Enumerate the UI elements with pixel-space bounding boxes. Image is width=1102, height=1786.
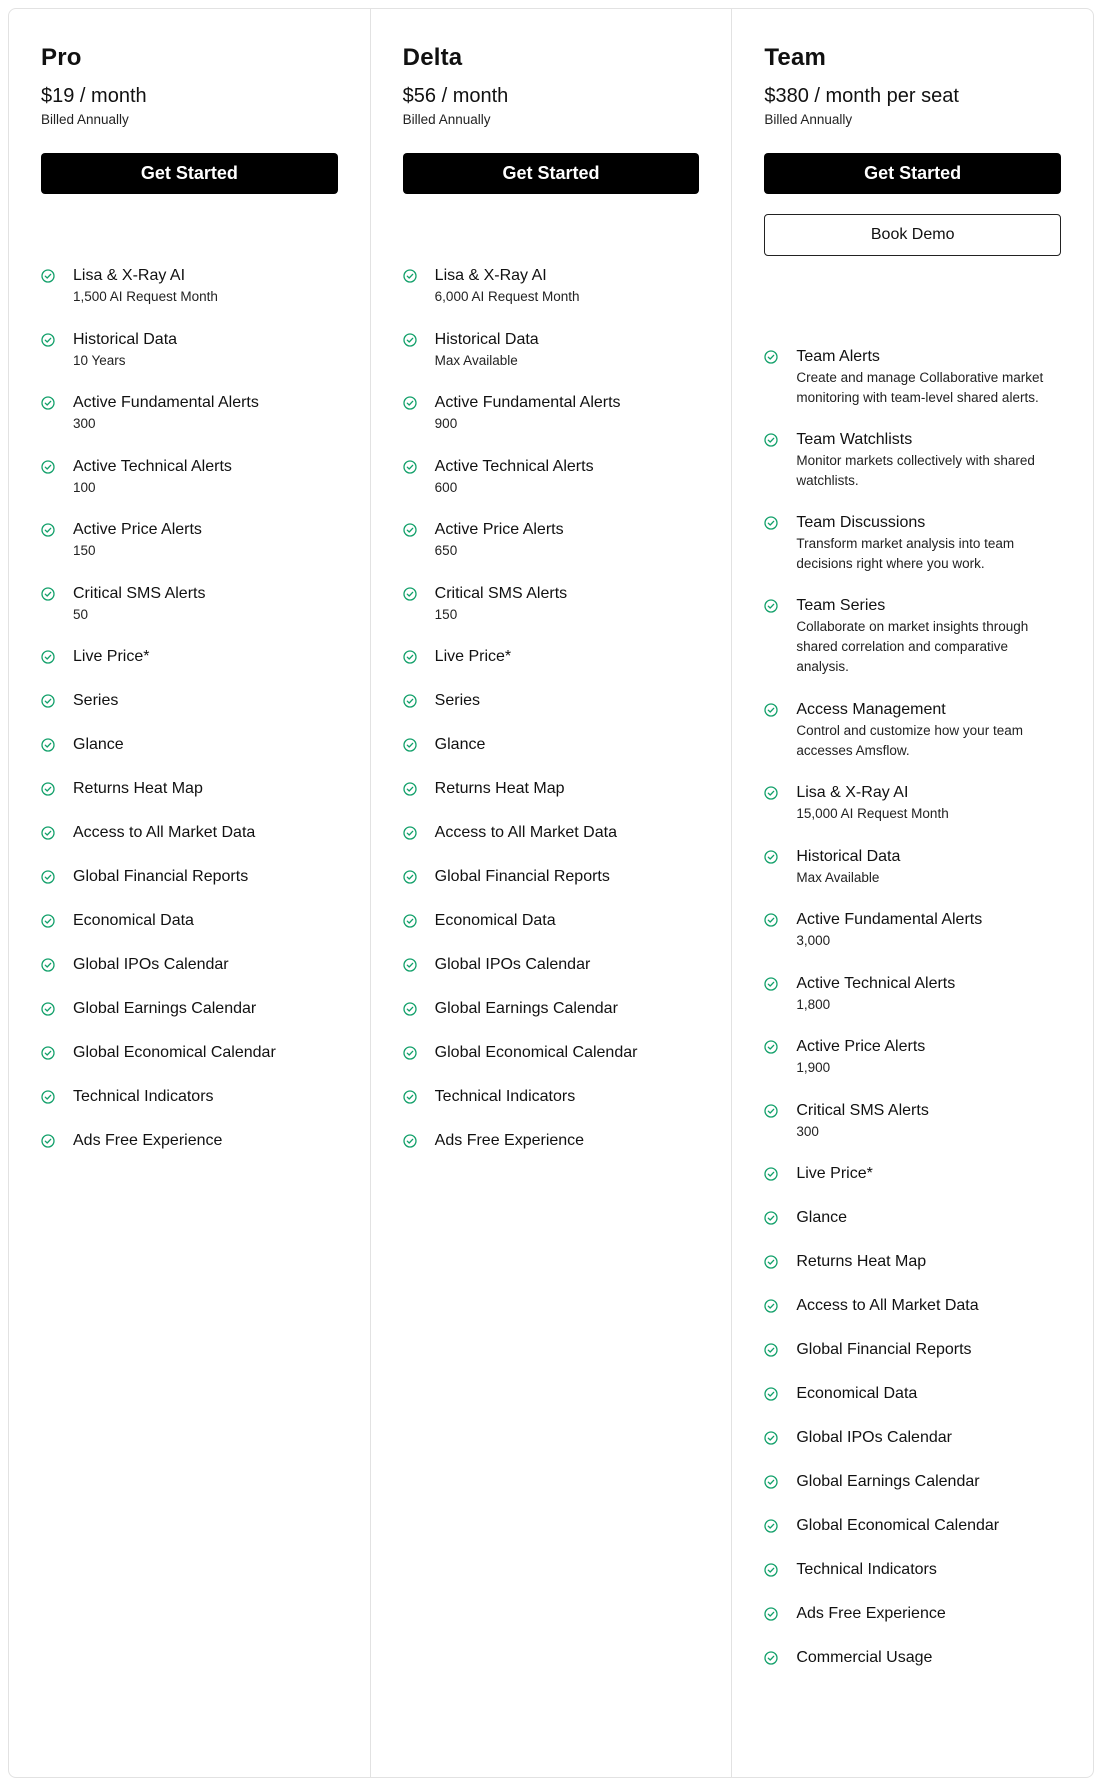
feature-title: Global Economical Calendar: [73, 1044, 276, 1061]
feature-item: [764, 1648, 1061, 1692]
feature-text: [73, 1087, 214, 1107]
check-circle-icon: [764, 977, 778, 991]
feature-title: Global Economical Calendar: [796, 1517, 1000, 1534]
feature-item: [764, 1516, 1061, 1560]
feature-text: [796, 347, 1061, 408]
feature-title: Critical SMS Alerts: [73, 584, 206, 602]
feature-item: [41, 779, 338, 823]
check-circle-icon: [764, 433, 778, 447]
feature-text: [796, 1384, 917, 1404]
check-circle-icon: [403, 782, 417, 796]
feature-text: [796, 1208, 847, 1228]
plan-name: Delta: [402, 44, 463, 71]
check-circle-icon: [403, 958, 417, 972]
feature-item: [764, 596, 1061, 700]
feature-title: Active Fundamental Alerts: [796, 911, 983, 928]
feature-item: [403, 266, 700, 330]
plan-price: $56 / month: [402, 85, 509, 107]
check-circle-icon: [764, 703, 778, 717]
feature-text: [796, 596, 1061, 677]
feature-title: Access to All Market Data: [434, 824, 617, 841]
book-demo-button[interactable]: Book Demo: [764, 214, 1061, 256]
check-circle-icon: [764, 1299, 778, 1313]
feature-text: [435, 823, 617, 843]
feature-title: Active Technical Alerts: [796, 974, 956, 992]
check-circle-icon: [764, 1431, 778, 1445]
feature-title: Global Financial Reports: [73, 868, 249, 885]
feature-title: Series: [434, 692, 481, 709]
feature-item: [41, 1087, 338, 1131]
feature-title: Technical Indicators: [434, 1088, 576, 1105]
feature-text: [796, 1648, 932, 1668]
check-circle-icon: [403, 914, 417, 928]
feature-title: Team Alerts: [796, 348, 880, 365]
check-circle-icon: [403, 826, 417, 840]
feature-detail: 300: [796, 1123, 819, 1139]
check-circle-icon: [764, 1387, 778, 1401]
feature-item: [403, 999, 700, 1043]
feature-title: Global IPOs Calendar: [796, 1429, 952, 1446]
feature-item: [403, 1043, 700, 1087]
feature-text: [796, 1164, 872, 1184]
feature-text: [796, 1472, 979, 1492]
plan-card-pro: [9, 9, 370, 1777]
feature-text: [796, 1340, 971, 1360]
feature-detail: Monitor markets collectively with shared watchlists.: [796, 453, 1035, 488]
feature-title: Lisa & X-Ray AI: [73, 267, 186, 284]
feature-item: [41, 647, 338, 691]
feature-item: [41, 520, 338, 584]
feature-item: [403, 867, 700, 911]
feature-title: Global Earnings Calendar: [796, 1473, 980, 1490]
feature-title: Ads Free Experience: [434, 1132, 585, 1149]
check-circle-icon: [764, 1607, 778, 1621]
feature-item: [41, 457, 338, 521]
feature-title: Critical SMS Alerts: [434, 584, 568, 602]
get-started-button[interactable]: Get Started: [41, 153, 338, 194]
feature-text: [435, 867, 610, 887]
check-circle-icon: [41, 1046, 55, 1060]
feature-list: [764, 347, 1061, 1692]
plan-billing-period: Billed Annually: [764, 112, 853, 127]
feature-text: [796, 847, 900, 888]
feature-title: Glance: [434, 736, 486, 753]
feature-text: [796, 910, 982, 951]
feature-title: Access to All Market Data: [73, 824, 256, 841]
feature-item: [764, 1296, 1061, 1340]
feature-title: Team Discussions: [796, 514, 926, 531]
feature-text: [796, 1296, 978, 1316]
check-circle-icon: [764, 599, 778, 613]
feature-text: [435, 457, 594, 498]
check-circle-icon: [403, 694, 417, 708]
feature-title: Global Economical Calendar: [434, 1044, 638, 1061]
feature-text: [435, 955, 591, 975]
check-circle-icon: [41, 333, 55, 347]
feature-title: Series: [73, 692, 119, 709]
feature-text: [796, 1604, 945, 1624]
feature-text: [435, 1043, 638, 1063]
feature-text: [73, 457, 232, 498]
check-circle-icon: [764, 1040, 778, 1054]
feature-detail: Max Available: [434, 352, 518, 368]
feature-title: Active Fundamental Alerts: [434, 394, 621, 411]
feature-item: [764, 847, 1061, 911]
feature-item: [41, 867, 338, 911]
feature-detail: Create and manage Collaborative market monitoring with team-level shared alerts.: [796, 370, 1044, 405]
feature-text: [435, 584, 567, 625]
check-circle-icon: [41, 738, 55, 752]
feature-text: [796, 513, 1061, 574]
feature-title: Live Price*: [796, 1165, 873, 1182]
feature-title: Global Earnings Calendar: [73, 1000, 257, 1017]
check-circle-icon: [403, 1134, 417, 1148]
feature-title: Global Financial Reports: [796, 1341, 972, 1358]
feature-item: [403, 779, 700, 823]
feature-text: [73, 823, 255, 843]
check-circle-icon: [403, 460, 417, 474]
feature-title: Access Management: [796, 701, 946, 718]
feature-detail: 10 Years: [73, 352, 126, 368]
feature-detail: 100: [73, 479, 96, 495]
feature-title: Team Series: [796, 597, 886, 614]
feature-item: [764, 1101, 1061, 1165]
check-circle-icon: [403, 396, 417, 410]
feature-title: Team Watchlists: [796, 431, 913, 448]
feature-text: [73, 584, 205, 625]
feature-item: [403, 955, 700, 999]
feature-text: [435, 1131, 584, 1151]
feature-text: [435, 691, 480, 711]
feature-text: [435, 330, 539, 371]
check-circle-icon: [41, 650, 55, 664]
feature-text: [796, 783, 948, 824]
check-circle-icon: [764, 1651, 778, 1665]
check-circle-icon: [41, 523, 55, 537]
check-circle-icon: [764, 516, 778, 530]
feature-item: [403, 1131, 700, 1175]
feature-text: [73, 779, 203, 799]
check-circle-icon: [764, 786, 778, 800]
check-circle-icon: [41, 1002, 55, 1016]
feature-title: Lisa & X-Ray AI: [434, 267, 547, 284]
feature-item: [41, 691, 338, 735]
feature-item: [764, 1604, 1061, 1648]
feature-text: [73, 735, 124, 755]
feature-text: [435, 520, 564, 561]
feature-text: [73, 647, 149, 667]
feature-title: Global IPOs Calendar: [434, 956, 591, 973]
feature-item: [41, 823, 338, 867]
check-circle-icon: [403, 587, 417, 601]
check-circle-icon: [41, 826, 55, 840]
feature-detail: 650: [434, 543, 458, 558]
feature-detail: 300: [73, 416, 96, 431]
feature-text: [73, 999, 256, 1019]
feature-text: [435, 393, 621, 434]
feature-text: [796, 1252, 926, 1272]
feature-text: [435, 911, 556, 931]
feature-item: [403, 691, 700, 735]
feature-detail: 1,900: [796, 1060, 831, 1075]
get-started-button[interactable]: Get Started: [764, 153, 1061, 194]
feature-item: [41, 1131, 338, 1175]
feature-text: [796, 1516, 999, 1536]
check-circle-icon: [764, 913, 778, 927]
check-circle-icon: [41, 396, 55, 410]
check-circle-icon: [41, 460, 55, 474]
pricing-table: [8, 8, 1094, 1778]
feature-item: [764, 1560, 1061, 1604]
plan-billing-period: Billed Annually: [41, 112, 129, 127]
check-circle-icon: [41, 914, 55, 928]
check-circle-icon: [41, 269, 55, 283]
feature-item: [41, 955, 338, 999]
check-circle-icon: [41, 958, 55, 972]
plan-card-team: [731, 9, 1093, 1777]
check-circle-icon: [764, 1167, 778, 1181]
feature-item: [764, 1428, 1061, 1472]
feature-title: Historical Data: [796, 847, 901, 865]
feature-text: [435, 999, 618, 1019]
feature-item: [403, 584, 700, 648]
feature-text: [435, 735, 486, 755]
check-circle-icon: [41, 782, 55, 796]
plan-name: Team: [764, 44, 827, 71]
feature-item: [764, 1472, 1061, 1516]
feature-item: [764, 430, 1061, 513]
feature-title: Lisa & X-Ray AI: [796, 784, 909, 801]
feature-text: [73, 393, 259, 434]
feature-title: Commercial Usage: [796, 1649, 933, 1666]
feature-text: [796, 974, 955, 1015]
check-circle-icon: [764, 350, 778, 364]
check-circle-icon: [764, 1255, 778, 1269]
feature-text: [796, 1560, 937, 1580]
check-circle-icon: [403, 333, 417, 347]
plan-price: $19 / month: [41, 85, 147, 107]
check-circle-icon: [764, 1475, 778, 1489]
feature-detail: 150: [434, 606, 458, 622]
feature-item: [764, 1384, 1061, 1428]
feature-title: Ads Free Experience: [796, 1605, 946, 1622]
feature-item: [764, 974, 1061, 1038]
feature-title: Returns Heat Map: [434, 780, 565, 797]
check-circle-icon: [41, 1134, 55, 1148]
check-circle-icon: [41, 587, 55, 601]
check-circle-icon: [764, 1563, 778, 1577]
check-circle-icon: [764, 1211, 778, 1225]
feature-detail: 600: [434, 479, 458, 495]
feature-item: [764, 347, 1061, 430]
feature-detail: 1,800: [796, 996, 831, 1012]
feature-title: Technical Indicators: [73, 1088, 214, 1105]
feature-title: Critical SMS Alerts: [796, 1101, 929, 1119]
check-circle-icon: [403, 1002, 417, 1016]
check-circle-icon: [764, 850, 778, 864]
feature-title: Active Technical Alerts: [434, 457, 594, 475]
feature-title: Ads Free Experience: [73, 1132, 223, 1149]
feature-detail: 150: [73, 543, 96, 558]
feature-item: [41, 1043, 338, 1087]
feature-list: [403, 266, 700, 1175]
check-circle-icon: [764, 1104, 778, 1118]
feature-item: [41, 584, 338, 648]
feature-title: Historical Data: [434, 330, 539, 348]
feature-item: [403, 520, 700, 584]
feature-item: [764, 1164, 1061, 1208]
feature-text: [796, 1428, 952, 1448]
feature-detail: 900: [434, 416, 458, 431]
feature-title: Economical Data: [796, 1385, 918, 1402]
check-circle-icon: [403, 1090, 417, 1104]
feature-title: Glance: [73, 736, 124, 753]
plan-price: $380 / month per seat: [764, 85, 959, 107]
feature-title: Glance: [796, 1209, 848, 1226]
check-circle-icon: [403, 870, 417, 884]
feature-title: Historical Data: [73, 330, 178, 348]
feature-text: [435, 1087, 576, 1107]
plan-name: Pro: [41, 44, 82, 71]
feature-text: [73, 330, 177, 371]
check-circle-icon: [41, 1090, 55, 1104]
feature-title: Active Price Alerts: [73, 521, 202, 538]
feature-text: [73, 266, 218, 307]
feature-item: [764, 513, 1061, 596]
feature-text: [435, 779, 565, 799]
feature-item: [403, 1087, 700, 1131]
feature-item: [41, 393, 338, 457]
feature-item: [764, 910, 1061, 974]
check-circle-icon: [403, 523, 417, 537]
feature-title: Global Financial Reports: [434, 868, 610, 885]
feature-text: [435, 266, 580, 307]
feature-text: [796, 700, 1061, 761]
feature-item: [403, 393, 700, 457]
feature-item: [403, 457, 700, 521]
feature-item: [764, 1252, 1061, 1296]
check-circle-icon: [41, 870, 55, 884]
feature-title: Active Technical Alerts: [73, 457, 232, 475]
check-circle-icon: [41, 694, 55, 708]
feature-item: [41, 911, 338, 955]
feature-list: [41, 266, 338, 1175]
feature-item: [764, 783, 1061, 847]
feature-item: [403, 735, 700, 779]
check-circle-icon: [403, 738, 417, 752]
check-circle-icon: [764, 1343, 778, 1357]
feature-title: Global IPOs Calendar: [73, 956, 229, 973]
feature-text: [73, 1043, 276, 1063]
get-started-button[interactable]: Get Started: [403, 153, 700, 194]
feature-item: [41, 330, 338, 394]
check-circle-icon: [403, 269, 417, 283]
feature-item: [403, 330, 700, 394]
feature-item: [403, 647, 700, 691]
feature-item: [764, 1208, 1061, 1252]
feature-detail: Control and customize how your team accesses Amsflow.: [796, 723, 1023, 758]
feature-detail: Max Available: [796, 869, 880, 885]
feature-text: [796, 1037, 925, 1078]
feature-title: Live Price*: [73, 648, 150, 665]
feature-item: [41, 735, 338, 779]
feature-detail: 15,000 AI Request Month: [796, 806, 949, 821]
feature-detail: 3,000: [796, 933, 831, 948]
feature-item: [764, 700, 1061, 783]
feature-text: [435, 647, 511, 667]
feature-title: Economical Data: [73, 912, 194, 929]
feature-item: [403, 911, 700, 955]
feature-title: Active Price Alerts: [434, 521, 564, 538]
feature-title: Returns Heat Map: [796, 1253, 927, 1270]
feature-detail: 6,000 AI Request Month: [434, 289, 580, 304]
feature-text: [796, 1101, 928, 1142]
feature-item: [41, 266, 338, 330]
feature-text: [796, 430, 1061, 491]
feature-detail: 50: [73, 606, 89, 622]
check-circle-icon: [403, 1046, 417, 1060]
feature-detail: Transform market analysis into team decisions right where you work.: [796, 536, 1015, 571]
feature-title: Economical Data: [434, 912, 556, 929]
feature-text: [73, 520, 202, 561]
feature-item: [764, 1037, 1061, 1101]
feature-title: Active Price Alerts: [796, 1038, 926, 1055]
feature-text: [73, 955, 229, 975]
feature-text: [73, 691, 118, 711]
feature-text: [73, 867, 248, 887]
feature-title: Global Earnings Calendar: [434, 1000, 618, 1017]
feature-title: Live Price*: [434, 648, 512, 665]
check-circle-icon: [403, 650, 417, 664]
feature-title: Access to All Market Data: [796, 1297, 979, 1314]
feature-text: [73, 1131, 222, 1151]
feature-title: Returns Heat Map: [73, 780, 203, 797]
check-circle-icon: [764, 1519, 778, 1533]
feature-title: Technical Indicators: [796, 1561, 937, 1578]
feature-detail: Collaborate on market insights through shared correlation and comparative analysis.: [796, 619, 1029, 674]
feature-item: [41, 999, 338, 1043]
plan-billing-period: Billed Annually: [402, 112, 491, 127]
feature-item: [764, 1340, 1061, 1384]
feature-text: [73, 911, 194, 931]
plan-card-delta: [370, 9, 732, 1777]
feature-item: [403, 823, 700, 867]
feature-title: Active Fundamental Alerts: [73, 394, 259, 411]
feature-detail: 1,500 AI Request Month: [73, 289, 218, 304]
